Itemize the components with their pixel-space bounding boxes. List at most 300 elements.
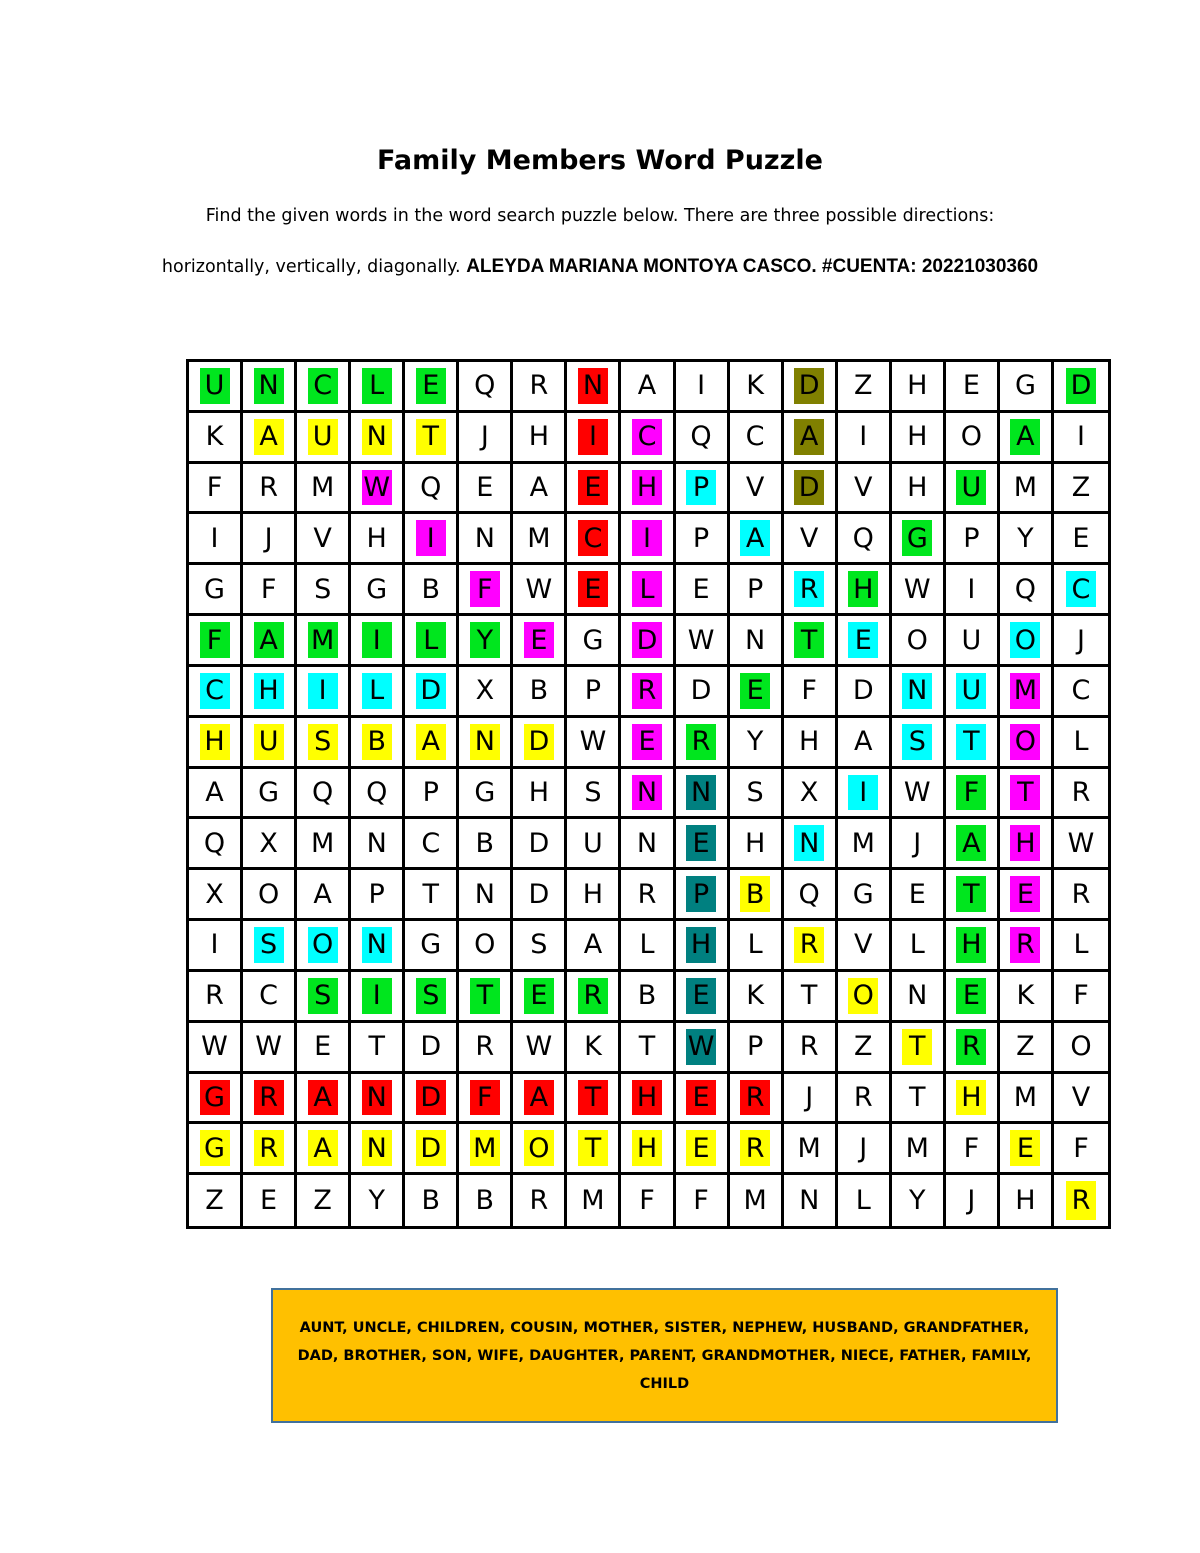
- grid-cell: [1000, 718, 1054, 769]
- cell-letter: L: [639, 929, 655, 961]
- grid-cell: [838, 972, 892, 1023]
- cell-letter: R: [745, 1132, 765, 1164]
- cell-letter: M: [527, 522, 551, 554]
- cell-letter: N: [907, 675, 928, 707]
- cell-letter: L: [909, 929, 925, 961]
- grid-cell: [892, 1124, 946, 1175]
- cell-letter: P: [692, 472, 710, 504]
- cell-letter: E: [260, 1185, 278, 1217]
- grid-cell: [189, 972, 243, 1023]
- instructions-line-1: Find the given words in the word search puzzle below. There are three possible directions:: [205, 206, 995, 226]
- grid-cell: [459, 1124, 513, 1175]
- cell-letter: W: [903, 776, 931, 808]
- cell-letter: H: [907, 421, 928, 453]
- cell-letter: M: [797, 1132, 821, 1164]
- cell-letter: E: [422, 370, 440, 402]
- grid-cell: [351, 1175, 405, 1226]
- grid-cell: [297, 972, 351, 1023]
- cell-letter: L: [639, 573, 655, 605]
- cell-letter: Q: [474, 370, 496, 402]
- grid-cell: [838, 616, 892, 667]
- grid-cell: [459, 718, 513, 769]
- grid-cell: [243, 769, 297, 820]
- grid-cell: [838, 819, 892, 870]
- cell-letter: I: [318, 675, 327, 707]
- cell-letter: E: [584, 573, 602, 605]
- grid-cell: [513, 1023, 567, 1074]
- cell-letter: V: [1071, 1081, 1091, 1113]
- cell-letter: C: [1071, 573, 1091, 605]
- cell-letter: W: [363, 472, 391, 504]
- cell-letter: Z: [853, 370, 873, 402]
- grid-cell: [189, 870, 243, 921]
- grid-cell: [351, 1023, 405, 1074]
- grid-cell: [621, 1124, 675, 1175]
- grid-cell: [189, 1074, 243, 1125]
- grid-cell: [405, 1023, 459, 1074]
- cell-letter: C: [421, 827, 441, 859]
- grid-cell: [567, 1124, 621, 1175]
- cell-letter: H: [258, 675, 279, 707]
- grid-cell: [189, 819, 243, 870]
- cell-letter: Z: [1071, 472, 1091, 504]
- grid-cell: [189, 718, 243, 769]
- cell-letter: I: [426, 522, 435, 554]
- cell-letter: T: [422, 878, 439, 910]
- grid-cell: [243, 870, 297, 921]
- cell-letter: R: [799, 573, 819, 605]
- cell-letter: H: [1015, 827, 1036, 859]
- grid-cell: [351, 667, 405, 718]
- cell-letter: Q: [798, 878, 820, 910]
- grid-cell: [1000, 769, 1054, 820]
- grid-cell: [730, 464, 784, 515]
- grid-cell: [1054, 870, 1108, 921]
- grid-cell: [784, 870, 838, 921]
- grid-cell: [838, 769, 892, 820]
- grid-cell: [621, 464, 675, 515]
- cell-letter: I: [967, 573, 976, 605]
- grid-cell: [784, 1124, 838, 1175]
- cell-letter: Q: [852, 522, 874, 554]
- cell-letter: Q: [312, 776, 334, 808]
- grid-cell: [513, 616, 567, 667]
- cell-letter: E: [530, 980, 548, 1012]
- cell-letter: U: [583, 827, 603, 859]
- cell-letter: R: [961, 1031, 981, 1063]
- grid-cell: [892, 565, 946, 616]
- grid-cell: [1000, 1124, 1054, 1175]
- cell-letter: D: [528, 827, 550, 859]
- grid-cell: [351, 362, 405, 413]
- grid-cell: [621, 972, 675, 1023]
- grid-cell: [567, 514, 621, 565]
- cell-letter: E: [1016, 878, 1034, 910]
- cell-letter: D: [798, 370, 820, 402]
- grid-cell: [838, 565, 892, 616]
- grid-cell: [892, 718, 946, 769]
- grid-cell: [297, 819, 351, 870]
- grid-cell: [1054, 1124, 1108, 1175]
- grid-cell: [1054, 769, 1108, 820]
- grid-cell: [189, 514, 243, 565]
- grid-cell: [730, 667, 784, 718]
- grid-cell: [946, 362, 1000, 413]
- cell-letter: H: [907, 472, 928, 504]
- cell-letter: G: [366, 573, 388, 605]
- cell-letter: C: [313, 370, 333, 402]
- grid-cell: [1054, 667, 1108, 718]
- cell-letter: O: [960, 421, 982, 453]
- grid-cell: [297, 870, 351, 921]
- cell-letter: S: [746, 776, 764, 808]
- grid-cell: [1000, 413, 1054, 464]
- cell-letter: P: [963, 522, 980, 554]
- grid-cell: [459, 870, 513, 921]
- grid-cell: [405, 464, 459, 515]
- grid-cell: [892, 464, 946, 515]
- cell-letter: R: [691, 726, 711, 758]
- cell-letter: Z: [1016, 1031, 1035, 1063]
- cell-letter: E: [908, 878, 926, 910]
- grid-cell: [892, 1175, 946, 1226]
- grid-cell: [784, 972, 838, 1023]
- grid-cell: [189, 413, 243, 464]
- cell-letter: U: [961, 472, 982, 504]
- grid-cell: [892, 921, 946, 972]
- grid-cell: [621, 1074, 675, 1125]
- grid-cell: [676, 514, 730, 565]
- grid-cell: [784, 1175, 838, 1226]
- cell-letter: E: [962, 980, 980, 1012]
- grid-cell: [513, 921, 567, 972]
- grid-cell: [838, 362, 892, 413]
- cell-letter: H: [636, 1132, 658, 1164]
- grid-cell: [513, 1124, 567, 1175]
- cell-letter: L: [369, 675, 385, 707]
- cell-letter: A: [313, 878, 332, 910]
- grid-cell: [838, 870, 892, 921]
- grid-cell: [351, 413, 405, 464]
- grid-cell: [459, 921, 513, 972]
- cell-letter: J: [480, 421, 489, 453]
- cell-letter: M: [310, 472, 335, 504]
- grid-cell: [405, 514, 459, 565]
- grid-cell: [838, 718, 892, 769]
- grid-cell: [243, 514, 297, 565]
- grid-cell: [567, 616, 621, 667]
- grid-cell: [676, 1074, 730, 1125]
- cell-letter: I: [372, 980, 381, 1012]
- cell-letter: G: [420, 929, 442, 961]
- grid-cell: [513, 870, 567, 921]
- grid-cell: [676, 769, 730, 820]
- grid-cell: [513, 464, 567, 515]
- grid-cell: [459, 1023, 513, 1074]
- cell-letter: D: [420, 1031, 442, 1063]
- cell-letter: D: [420, 1132, 442, 1164]
- grid-cell: [243, 362, 297, 413]
- cell-letter: E: [854, 624, 872, 656]
- cell-letter: I: [1076, 421, 1085, 453]
- cell-letter: S: [260, 929, 278, 961]
- grid-cell: [243, 1175, 297, 1226]
- cell-letter: J: [1076, 624, 1085, 656]
- cell-letter: E: [746, 675, 764, 707]
- grid-cell: [405, 362, 459, 413]
- cell-letter: Q: [1014, 573, 1037, 605]
- cell-letter: N: [636, 776, 658, 808]
- grid-cell: [946, 667, 1000, 718]
- cell-letter: M: [905, 1132, 929, 1164]
- grid-cell: [243, 921, 297, 972]
- cell-letter: R: [637, 878, 657, 910]
- grid-cell: [459, 362, 513, 413]
- grid-cell: [946, 819, 1000, 870]
- grid-cell: [567, 667, 621, 718]
- grid-cell: [1054, 616, 1108, 667]
- cell-letter: O: [1070, 1031, 1092, 1063]
- cell-letter: B: [367, 726, 386, 758]
- grid-cell: [730, 921, 784, 972]
- cell-letter: E: [584, 472, 602, 504]
- grid-cell: [730, 1023, 784, 1074]
- cell-letter: Z: [205, 1185, 224, 1217]
- grid-cell: [459, 667, 513, 718]
- grid-cell: [730, 565, 784, 616]
- grid-cell: [1000, 464, 1054, 515]
- cell-letter: N: [474, 522, 495, 554]
- grid-cell: [567, 718, 621, 769]
- grid-cell: [243, 819, 297, 870]
- grid-cell: [730, 1074, 784, 1125]
- grid-cell: [297, 667, 351, 718]
- cell-letter: J: [967, 1185, 976, 1217]
- grid-cell: [1000, 1023, 1054, 1074]
- cell-letter: A: [583, 929, 603, 961]
- cell-letter: D: [528, 726, 550, 758]
- grid-cell: [784, 514, 838, 565]
- cell-letter: I: [643, 522, 651, 554]
- grid-cell: [297, 1124, 351, 1175]
- cell-letter: P: [746, 573, 764, 605]
- grid-cell: [784, 718, 838, 769]
- grid-cell: [1054, 972, 1108, 1023]
- cell-letter: M: [851, 827, 875, 859]
- cell-letter: V: [853, 472, 873, 504]
- cell-letter: H: [744, 827, 766, 859]
- cell-letter: K: [746, 980, 764, 1012]
- grid-cell: [784, 413, 838, 464]
- grid-cell: [567, 921, 621, 972]
- grid-cell: [621, 769, 675, 820]
- grid-cell: [730, 362, 784, 413]
- grid-cell: [459, 565, 513, 616]
- grid-cell: [297, 616, 351, 667]
- grid-cell: [676, 921, 730, 972]
- grid-cell: [1000, 921, 1054, 972]
- cell-letter: B: [421, 1185, 441, 1217]
- cell-letter: O: [1014, 726, 1037, 758]
- grid-cell: [621, 1023, 675, 1074]
- grid-cell: [567, 362, 621, 413]
- grid-cell: [459, 616, 513, 667]
- cell-letter: T: [584, 1132, 602, 1164]
- cell-letter: Y: [476, 624, 494, 656]
- grid-cell: [297, 464, 351, 515]
- grid-cell: [676, 1023, 730, 1074]
- grid-cell: [243, 464, 297, 515]
- grid-cell: [351, 769, 405, 820]
- cell-letter: W: [579, 726, 607, 758]
- cell-letter: O: [474, 929, 496, 961]
- cell-letter: R: [259, 1081, 278, 1113]
- cell-letter: D: [798, 472, 820, 504]
- cell-letter: R: [583, 980, 603, 1012]
- grid-cell: [784, 667, 838, 718]
- grid-cell: [297, 413, 351, 464]
- cell-letter: D: [636, 624, 658, 656]
- grid-cell: [513, 667, 567, 718]
- grid-cell: [946, 514, 1000, 565]
- grid-cell: [459, 972, 513, 1023]
- grid-cell: [676, 616, 730, 667]
- cell-letter: M: [1013, 472, 1038, 504]
- cell-letter: W: [525, 573, 553, 605]
- grid-cell: [513, 769, 567, 820]
- grid-cell: [513, 972, 567, 1023]
- cell-letter: V: [313, 522, 332, 554]
- cell-letter: E: [1072, 522, 1090, 554]
- cell-letter: R: [1071, 1185, 1091, 1217]
- cell-letter: G: [906, 522, 928, 554]
- cell-letter: E: [314, 1031, 332, 1063]
- cell-letter: G: [474, 776, 496, 808]
- grid-cell: [351, 972, 405, 1023]
- cell-letter: D: [690, 675, 712, 707]
- cell-letter: K: [1016, 980, 1035, 1012]
- cell-letter: O: [1014, 624, 1037, 656]
- grid-cell: [189, 1124, 243, 1175]
- grid-cell: [567, 565, 621, 616]
- cell-letter: N: [636, 827, 658, 859]
- grid-cell: [946, 565, 1000, 616]
- cell-letter: C: [1071, 675, 1091, 707]
- cell-letter: P: [422, 776, 439, 808]
- cell-letter: V: [853, 929, 873, 961]
- cell-letter: O: [852, 980, 874, 1012]
- grid-cell: [892, 819, 946, 870]
- cell-letter: Y: [1017, 522, 1034, 554]
- grid-cell: [838, 1175, 892, 1226]
- grid-cell: [189, 362, 243, 413]
- cell-letter: B: [475, 1185, 495, 1217]
- cell-letter: J: [859, 1132, 868, 1164]
- grid-cell: [405, 769, 459, 820]
- cell-letter: H: [528, 421, 550, 453]
- cell-letter: W: [255, 1031, 282, 1063]
- grid-cell: [297, 921, 351, 972]
- cell-letter: H: [582, 878, 604, 910]
- cell-letter: W: [201, 1031, 228, 1063]
- grid-cell: [621, 565, 675, 616]
- cell-letter: S: [314, 726, 332, 758]
- cell-letter: L: [1073, 929, 1089, 961]
- cell-letter: R: [1071, 878, 1091, 910]
- cell-letter: A: [799, 421, 819, 453]
- grid-cell: [297, 565, 351, 616]
- word-list-box: [271, 1288, 1058, 1423]
- cell-letter: R: [475, 1031, 495, 1063]
- cell-letter: F: [801, 675, 817, 707]
- grid-cell: [405, 870, 459, 921]
- cell-letter: G: [1014, 370, 1036, 402]
- grid-cell: [567, 1074, 621, 1125]
- grid-cell: [784, 565, 838, 616]
- grid-cell: [297, 718, 351, 769]
- cell-letter: I: [588, 421, 597, 453]
- grid-cell: [405, 667, 459, 718]
- grid-cell: [621, 667, 675, 718]
- cell-letter: U: [312, 421, 333, 453]
- cell-letter: F: [477, 1081, 493, 1113]
- grid-cell: [189, 921, 243, 972]
- grid-cell: [676, 362, 730, 413]
- cell-letter: O: [906, 624, 928, 656]
- cell-letter: A: [962, 827, 981, 859]
- cell-letter: U: [961, 675, 982, 707]
- grid-cell: [297, 769, 351, 820]
- cell-letter: M: [1013, 675, 1038, 707]
- cell-letter: T: [909, 1081, 926, 1113]
- grid-cell: [513, 819, 567, 870]
- grid-cell: [351, 1124, 405, 1175]
- cell-letter: A: [313, 1132, 332, 1164]
- grid-cell: [621, 718, 675, 769]
- cell-letter: T: [963, 726, 980, 758]
- cell-letter: P: [746, 1031, 764, 1063]
- grid-cell: [351, 1074, 405, 1125]
- grid-cell: [513, 362, 567, 413]
- cell-letter: P: [692, 878, 710, 910]
- cell-letter: K: [746, 370, 764, 402]
- cell-letter: M: [310, 827, 335, 859]
- grid-cell: [621, 921, 675, 972]
- grid-cell: [1054, 819, 1108, 870]
- word-search-grid: [186, 359, 1111, 1229]
- grid-cell: [513, 1175, 567, 1226]
- cell-letter: N: [745, 624, 766, 656]
- cell-letter: A: [259, 421, 278, 453]
- cell-letter: E: [476, 472, 494, 504]
- cell-letter: F: [1073, 1132, 1089, 1164]
- cell-letter: G: [852, 878, 874, 910]
- grid-cell: [567, 870, 621, 921]
- cell-letter: W: [525, 1031, 553, 1063]
- cell-letter: X: [259, 827, 278, 859]
- cell-letter: E: [692, 1132, 710, 1164]
- grid-cell: [1054, 1023, 1108, 1074]
- grid-cell: [189, 1023, 243, 1074]
- grid-cell: [459, 1175, 513, 1226]
- cell-letter: G: [204, 1081, 225, 1113]
- cell-letter: R: [1071, 776, 1091, 808]
- grid-cell: [1054, 1074, 1108, 1125]
- grid-cell: [351, 921, 405, 972]
- cell-letter: H: [690, 929, 712, 961]
- grid-cell: [1054, 565, 1108, 616]
- grid-cell: [243, 718, 297, 769]
